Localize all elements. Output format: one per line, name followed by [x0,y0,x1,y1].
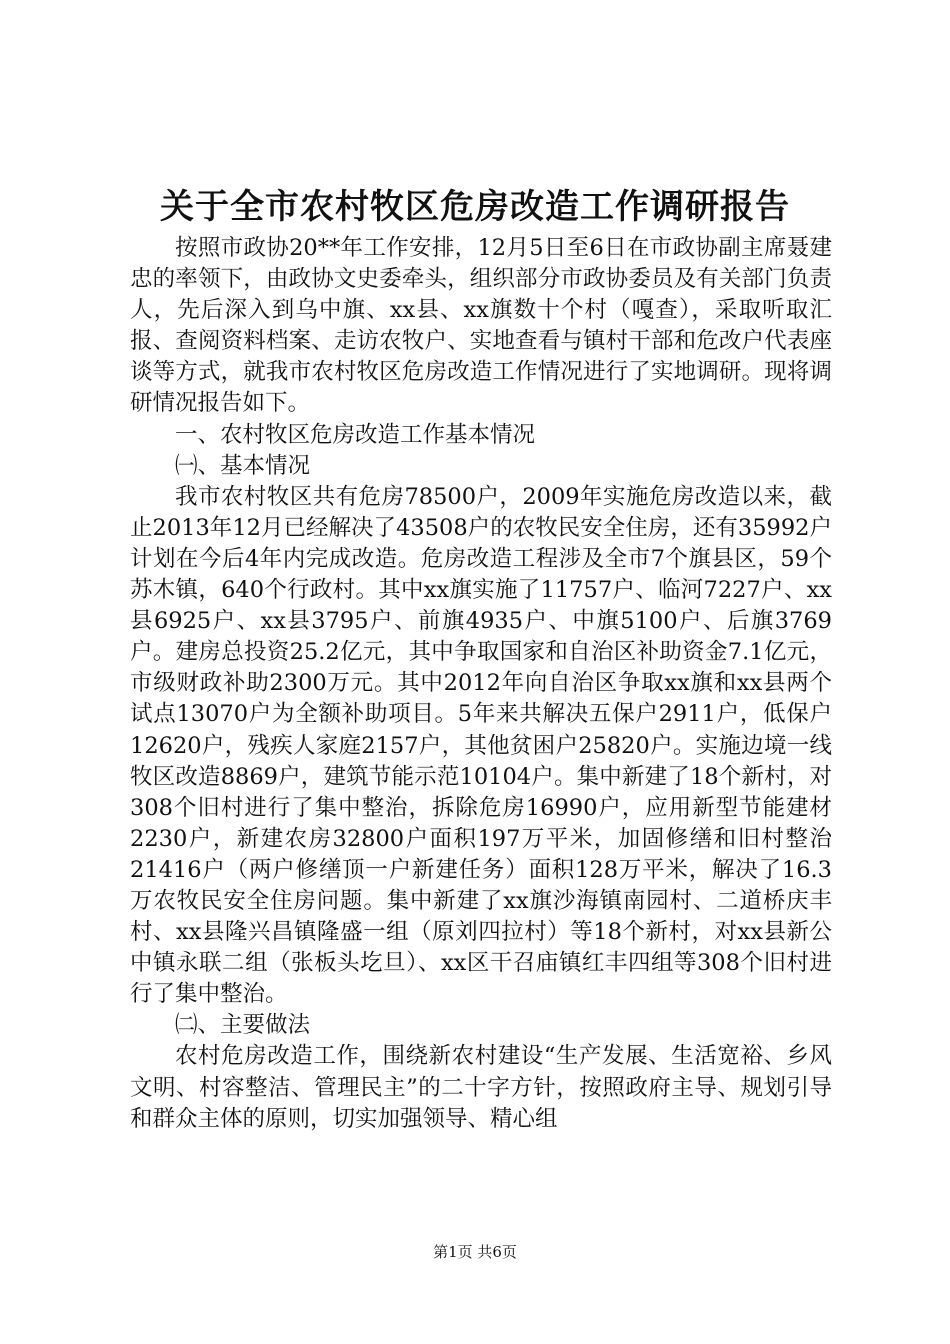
paragraph-main-practices: 农村危房改造工作，围绕新农村建设“生产发展、生活宽裕、乡风文明、村容整洁、管理民主”的二十字方针，按照政府主导、规划引导和群众主体的原则，切实加强领导、精心组 [130,1043,832,1132]
subsection-heading-2: ㈡、主要做法 [175,1012,311,1039]
document-body [130,233,832,1135]
section-heading-1: 一、农村牧区危房改造工作基本情况 [175,421,536,448]
page-number-footer: 第1页 共6页 [433,1243,517,1261]
subsection-heading-1: ㈠、基本情况 [175,452,311,479]
document-title: 关于全市农村牧区危房改造工作调研报告 [160,187,790,227]
paragraph-basic-situation: 我市农村牧区共有危房78500户，2009年实施危房改造以来，截止2013年12月已经解决了43508户的农牧民安全住房，还有35992户计划在今后4年内完成改造。危房改造工程涉及全市7个旗县区，59个苏木镇，640个行政村。其中xx旗实施了11757户、临河7227户、xx县6925户、xx县3795户、前旗4935户、中旗5100户、后旗3769户。建房总投资25.2亿元，其中争取国家和自治区补助资金7.1亿元，市级财政补助2300万元。其中2012年向自治区争取xx旗和xx县两个试点13070户为全额补助项目。5年来共解决五保户2911户，低保户12620户，残疾人家庭2157户，其他贫困户25820户。实施边境一线牧区改造8869户，建筑节能示范10104户。集中新建了18个新村，对308个旧村进行了集中整治，拆除危房16990户，应用新型节能建材2230户，新建农房32800户面积197万平米，加固修缮和旧村整治21416户（两户修缮顶一户新建任务）面积128万平米，解决了16.3万农牧民安全住房问题。集中新建了xx旗沙海镇南园村、二道桥庆丰村、xx县隆兴昌镇隆盛一组（原刘四拉村）等18个新村，对xx县新公中镇永联二组（张板头圪旦）、xx区干召庙镇红丰四组等308个旧村进行了集中整治。 [130,483,832,1008]
paragraph-intro: 按照市政协20**年工作安排，12月5日至6日在市政协副主席聂建忠的率领下，由政协文史委牵头，组织部分市政协委员及有关部门负责人，先后深入到乌中旗、xx县、xx旗数十个村（嘎查），采取听取汇报、查阅资料档案、走访农牧户、实地查看与镇村干部和危改户代表座谈等方式，就我市农村牧区危房改造工作情况进行了实地调研。现将调研情况报告如下。 [130,235,832,417]
